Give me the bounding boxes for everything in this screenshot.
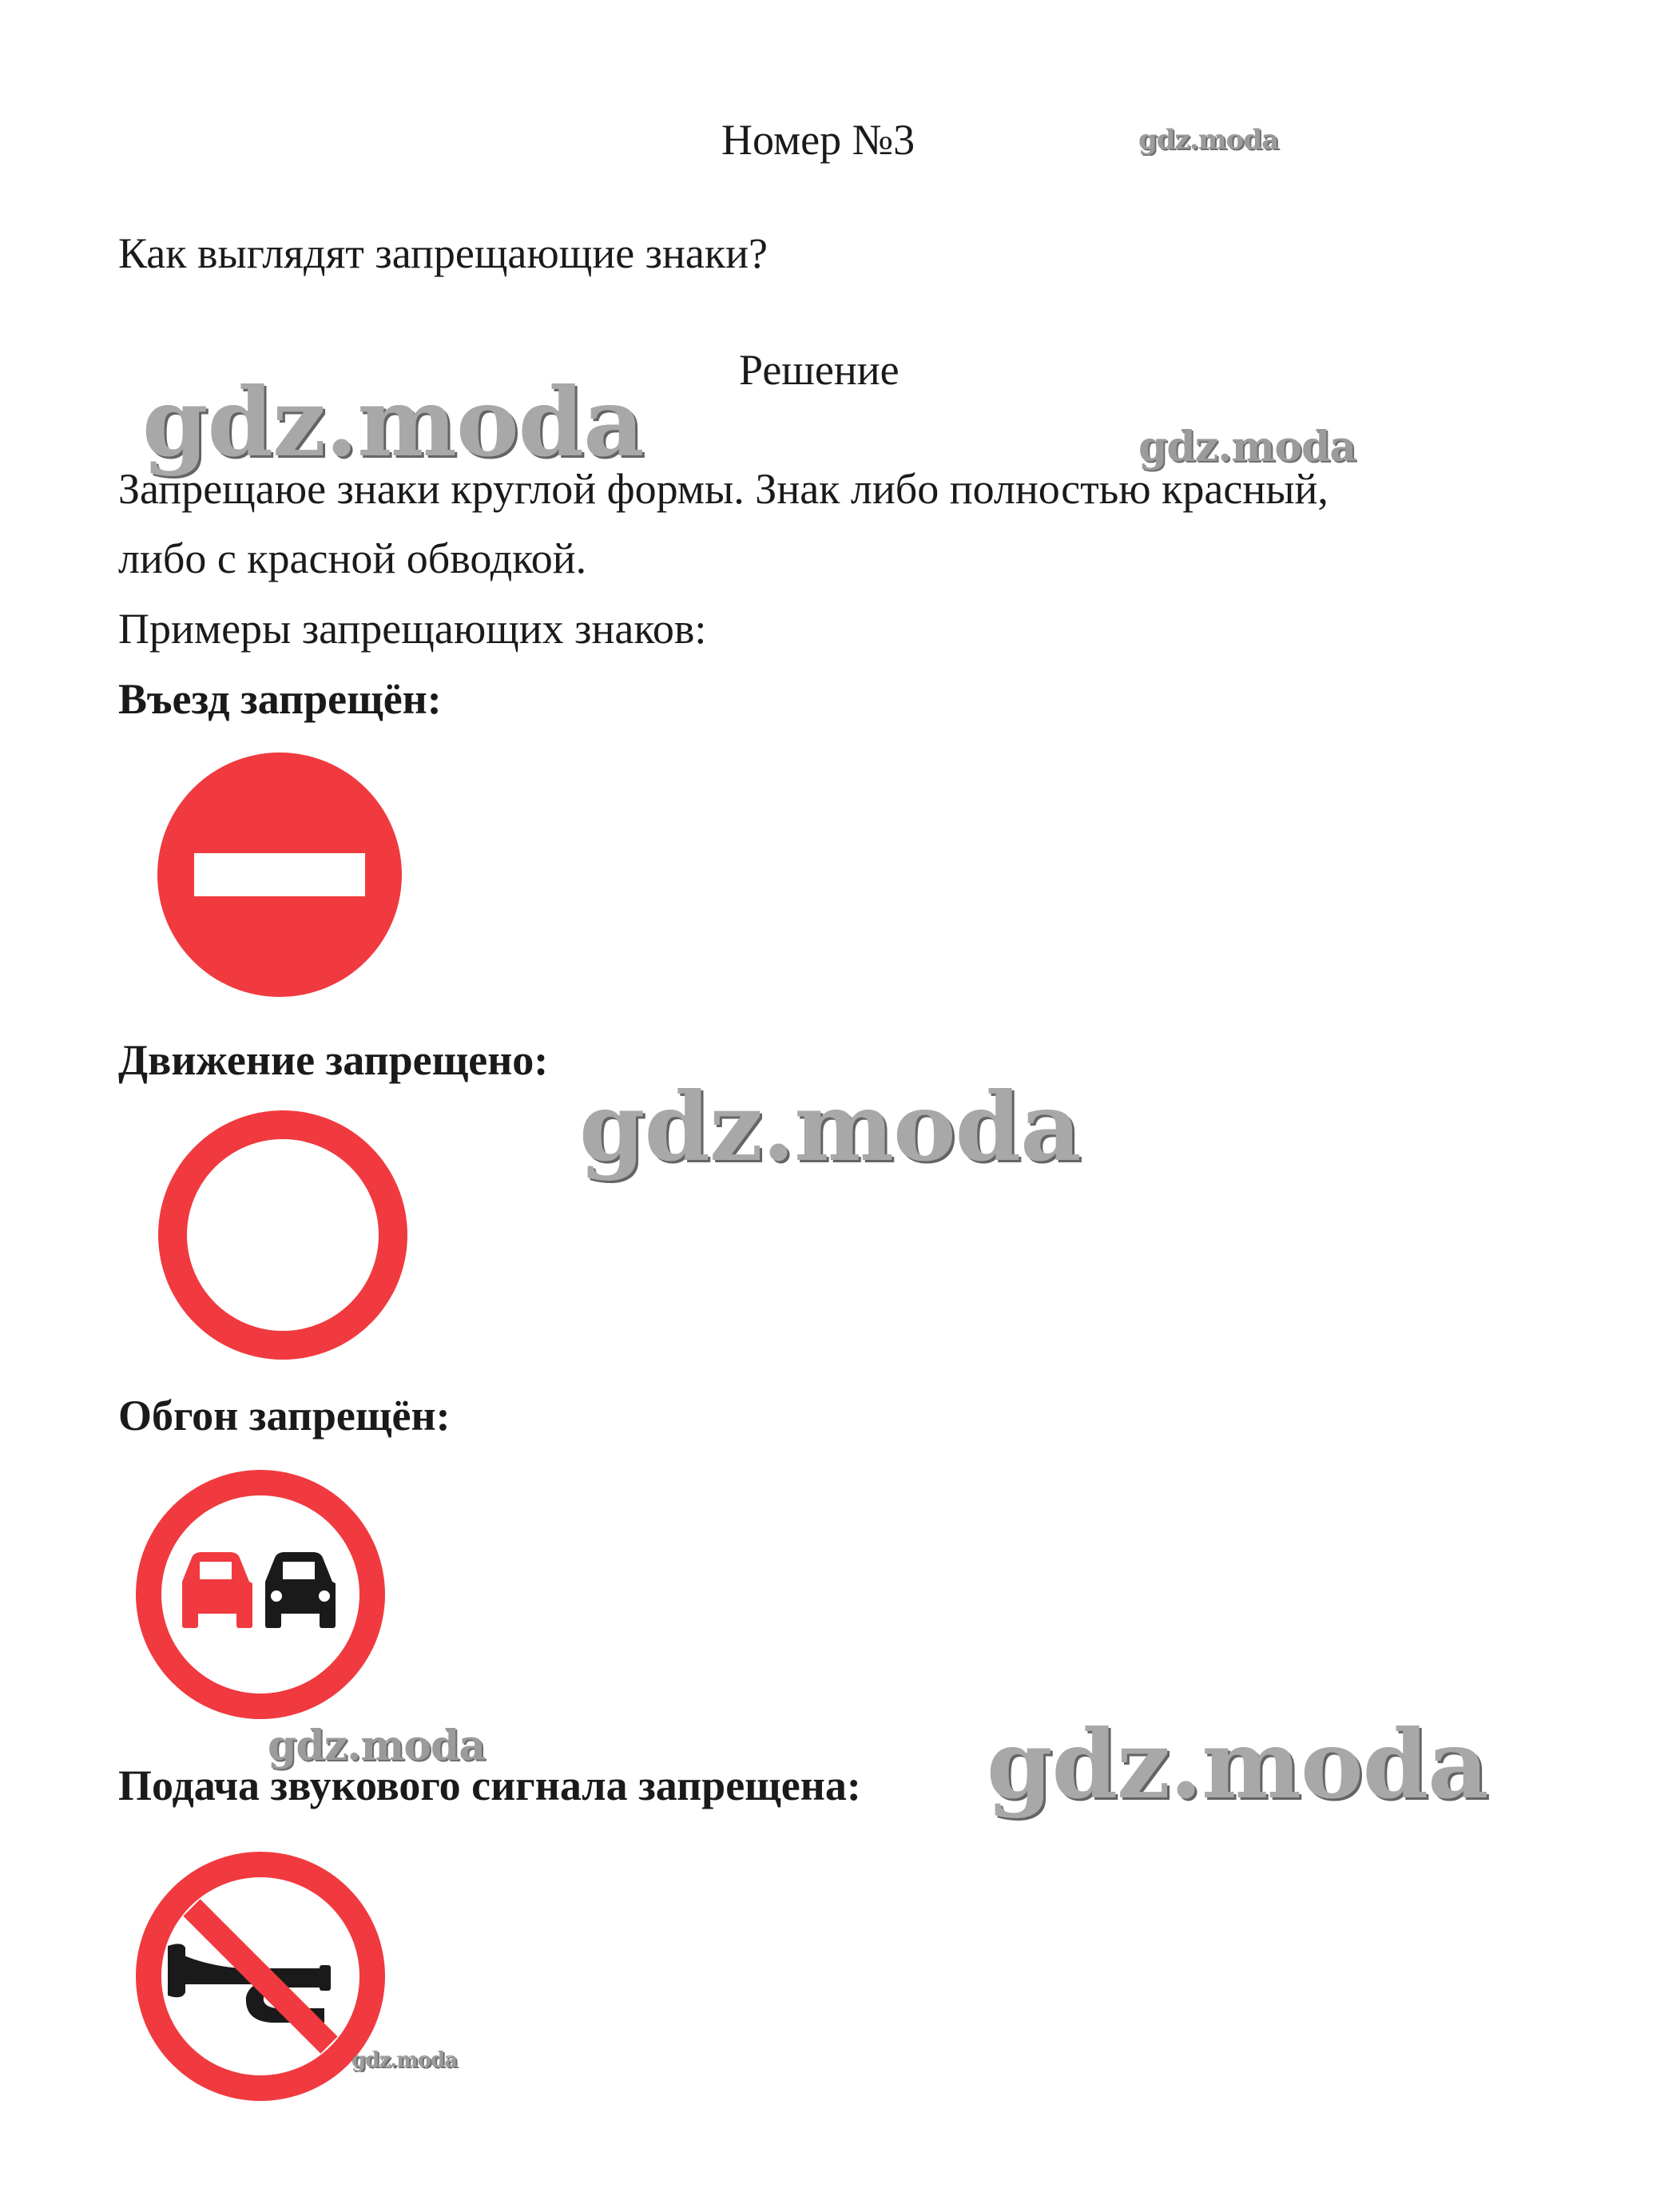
sign-label-no-entry: Въезд запрещён:	[118, 675, 442, 723]
watermark-large-1: gdz.moda	[142, 367, 644, 478]
watermark-large-3: gdz.moda	[987, 1709, 1488, 1820]
solution-heading: Решение	[739, 346, 900, 394]
no-overtaking-sign-icon	[136, 1470, 385, 1719]
watermark-mid-1: gdz.moda	[1138, 423, 1356, 471]
sign-label-no-overtaking: Обгон запрещён:	[118, 1392, 451, 1440]
question-text: Как выглядят запрещающие знаки?	[118, 229, 768, 277]
watermark-mid-2: gdz.moda	[268, 1721, 486, 1770]
answer-line-3: Примеры запрещающих знаков:	[118, 605, 707, 653]
page-title: Номер №3	[721, 116, 915, 164]
no-horn-sign-icon	[136, 1852, 385, 2101]
no-vehicles-sign-icon	[158, 1110, 407, 1360]
no-entry-sign-icon	[156, 751, 403, 999]
watermark-header: gdz.moda	[1138, 124, 1279, 156]
sign-label-no-vehicles: Движение запрещено:	[118, 1036, 549, 1084]
answer-line-1: Запрещаюе знаки круглой формы. Знак либо полностью красный,	[118, 465, 1329, 513]
sign-label-no-horn: Подача звукового сигнала запрещена:	[118, 1761, 861, 1809]
answer-line-2: либо с красной обводкой.	[118, 534, 587, 582]
watermark-large-2: gdz.moda	[579, 1071, 1081, 1182]
watermark-tiny: gdz.moda	[351, 2048, 458, 2072]
